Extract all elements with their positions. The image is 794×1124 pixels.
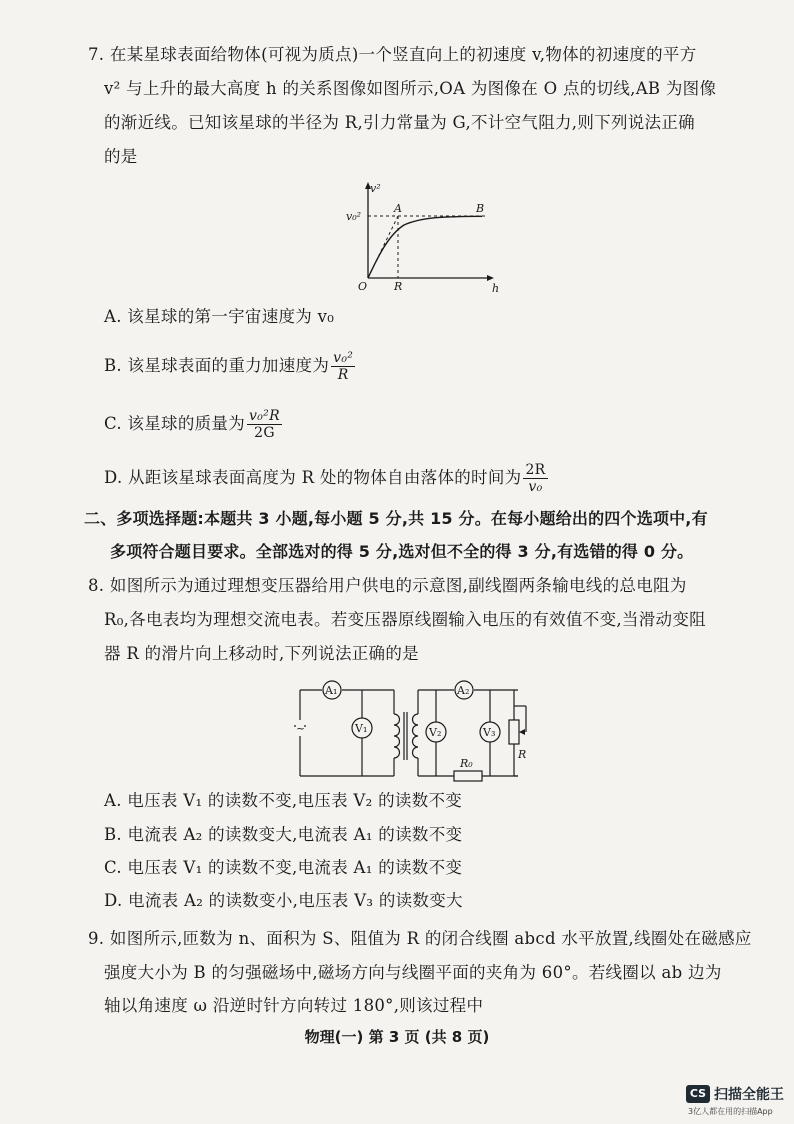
- section2-heading-line-2: 多项符合题目要求。全部选对的得 5 分,选对但不全的得 3 分,有选错的得 0 分。: [110, 542, 694, 561]
- camscanner-tagline: 3亿人都在用的扫描App: [688, 1107, 773, 1116]
- q7-option-d-fraction: [523, 462, 547, 495]
- q8-line-3: 器 R 的滑片向上移动时,下列说法正确的是: [104, 644, 419, 663]
- q8-line-2: R₀,各电表均为理想交流电表。若变压器原线圈输入电压的有效值不变,当滑动变阻: [104, 610, 706, 629]
- q7-option-c-text: C. 该星球的质量为: [104, 414, 246, 433]
- q7-option-d: [104, 462, 550, 495]
- v2-h-curve: [368, 216, 482, 278]
- camscanner-logo-icon: CS: [686, 1085, 710, 1103]
- q9-line-2: 强度大小为 B 的匀强磁场中,磁场方向与线圈平面的夹角为 60°。若线圈以 ab 边为: [104, 963, 722, 982]
- q7-option-c-fraction: [247, 408, 282, 441]
- voltmeter-v2-label: V₂: [429, 726, 442, 739]
- voltmeter-v1-label: V₁: [355, 722, 368, 735]
- q7-line-3: 的渐近线。已知该星球的半径为 R,引力常量为 G,不计空气阻力,则下列说法正确: [104, 113, 695, 132]
- section2-heading-line-1: 二、多项选择题:本题共 3 小题,每小题 5 分,共 15 分。在每小题给出的四个选项中,有: [84, 509, 708, 528]
- ammeter-a1-label: A₁: [325, 684, 338, 697]
- slider-arrow-icon: [519, 729, 525, 735]
- q8-option-d: D. 电流表 A₂ 的读数变小,电压表 V₃ 的读数变大: [104, 891, 463, 910]
- ac-source-icon: ~: [296, 722, 306, 735]
- tick-v0-label: v₀²: [346, 210, 362, 223]
- camscanner-name: 扫描全能王: [714, 1087, 784, 1103]
- point-a-label: A: [394, 202, 402, 215]
- rheostat-r: [509, 720, 519, 744]
- origin-label: O: [358, 280, 368, 293]
- point-b-label: B: [476, 202, 485, 215]
- q8-circuit: [290, 676, 528, 784]
- resistor-r0: [454, 771, 482, 781]
- q7-option-b-text: B. 该星球表面的重力加速度为: [104, 356, 330, 375]
- q7-option-b-fraction: [331, 350, 355, 383]
- q7-option-b: [104, 350, 357, 383]
- voltmeter-v3-label: V₃: [483, 726, 496, 739]
- q7-option-a: A. 该星球的第一宇宙速度为 v₀: [104, 307, 335, 326]
- q8-line-1: 8. 如图所示为通过理想变压器给用户供电的示意图,副线圈两条输电线的总电阻为: [88, 576, 687, 595]
- q7-line-4: 的是: [104, 147, 138, 166]
- q7-graph: [344, 180, 504, 296]
- q7-line-1: 7. 在某星球表面给物体(可视为质点)一个竖直向上的初速度 v,物体的初速度的平方: [88, 45, 697, 64]
- fraction-numerator: 2R: [525, 462, 546, 478]
- q7-option-c: [104, 408, 284, 441]
- fraction-numerator: v₀²: [333, 350, 354, 366]
- q9-line-3: 轴以角速度 ω 沿逆时针方向转过 180°,则该过程中: [104, 996, 484, 1015]
- q9-line-1: 9. 如图所示,匝数为 n、面积为 S、阻值为 R 的闭合线圈 abcd 水平放置,线圈处在磁感应: [88, 929, 752, 948]
- x-axis-label: h: [492, 282, 500, 295]
- q7-line-2: v² 与上升的最大高度 h 的关系图像如图所示,OA 为图像在 O 点的切线,AB 为图像: [104, 79, 717, 98]
- fraction-denominator: R: [337, 367, 349, 383]
- rheostat-r-label: R: [518, 748, 527, 761]
- q7-option-d-text: D. 从距该星球表面高度为 R 处的物体自由落体的时间为: [104, 468, 522, 487]
- fraction-numerator: v₀²R: [249, 408, 280, 424]
- resistor-r0-label: R₀: [460, 757, 473, 770]
- q8-option-c: C. 电压表 V₁ 的读数不变,电流表 A₁ 的读数不变: [104, 858, 463, 877]
- page-footer: 物理(一) 第 3 页 (共 8 页): [304, 1028, 490, 1046]
- q8-option-b: B. 电流表 A₂ 的读数变大,电流表 A₁ 的读数不变: [104, 825, 463, 844]
- ammeter-a2-label: A₂: [457, 684, 470, 697]
- x-axis-arrow-icon: [487, 275, 494, 281]
- fraction-denominator: 2G: [254, 425, 275, 441]
- fraction-denominator: v₀: [528, 479, 543, 495]
- tick-r-label: R: [394, 280, 403, 293]
- q8-option-a: A. 电压表 V₁ 的读数不变,电压表 V₂ 的读数不变: [104, 791, 463, 810]
- y-axis-label: v²: [370, 182, 381, 195]
